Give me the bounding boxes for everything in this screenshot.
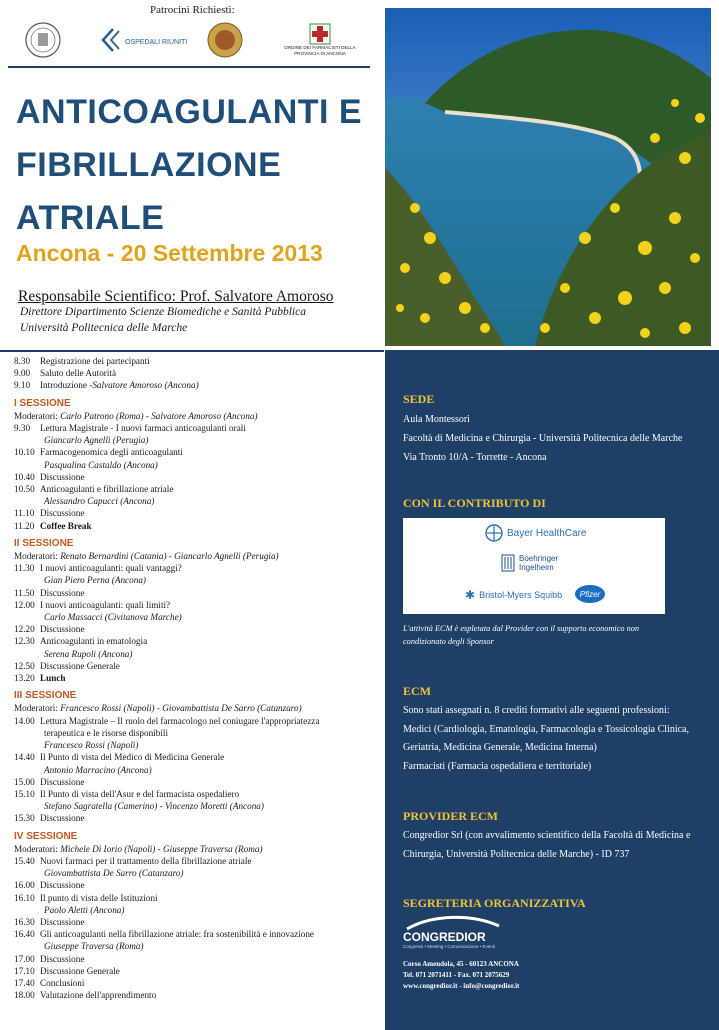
program-time: 15.30 [14,813,35,824]
program-time: 9.30 [14,423,31,434]
sede-line-2: Facoltà di Medicina e Chirurgia - Università Politecnica delle Marche [403,433,683,444]
program-title: I nuovi anticoagulanti: quali limiti? [40,599,171,610]
program-title: Discussione [40,953,85,964]
program-title: Coffee Break [40,520,92,531]
program-title-continued: terapeutica e le risorse disponibili [44,727,168,738]
program-title: Saluto delle Autorità [40,368,117,379]
program-speaker: Antonio Marracino (Ancona) [44,764,152,775]
boehringer-label-2: Ingelheim [519,563,554,572]
program-item [14,660,382,672]
program-item [14,812,382,824]
program-time: 10.50 [14,484,35,495]
responsabile-university: Università Politecnica delle Marche [20,322,188,334]
sponsor-box [403,518,665,614]
program-title: Lettura Magistrale - I nuovi farmaci anticoagulanti orali [40,423,246,434]
program-title: Discussione [40,916,85,927]
session-moderators [14,702,382,714]
header-rule [8,66,370,68]
program-title: Discussione Generale [40,965,120,976]
ecm-line-3: Geriatria, Medicina Generale, Medicina Interna) [403,742,597,753]
provider-heading: PROVIDER ECM [403,809,498,823]
main-title [16,86,376,245]
pfizer-label: Pfizer [579,589,601,599]
program-time: 17.10 [14,965,35,976]
program-speaker: Alessandro Capucci (Ancona) [44,496,155,507]
bms-sponsor [465,588,562,602]
bayer-sponsor [485,524,586,542]
pfizer-logo [575,585,605,603]
program-title: Registrazione dei partecipanti [40,356,150,366]
boehringer-building-icon [501,554,515,572]
program-item [14,953,382,965]
congredior-swoosh-icon [403,916,503,930]
program-title: Discussione [40,471,85,482]
bms-label: Bristol-Myers Squibb [479,590,563,600]
program-speaker: Giuseppe Traversa (Roma) [44,941,144,952]
program-time: 16.00 [14,880,35,891]
patrocini-label: Patrocini Richiesti: [150,4,235,16]
moderators-names: Carlo Patrono (Roma) - Salvatore Amoroso (Ancona) [60,410,258,421]
university-seal-logo [22,22,64,58]
program-speaker: Carlo Massacci (Civitanova Marche) [44,612,182,623]
ecm-note-line-1: L'attività ECM è espletata dal Provider con il supporto economico non [403,624,640,633]
program-item [14,635,382,647]
session-heading: I SESSIONE [14,397,71,409]
program-time: 14.40 [14,752,35,763]
program-title: Discussione [40,880,85,891]
ordine-farmacisti-logo [278,22,362,58]
program-item [14,483,382,495]
program-speaker: Salvatore Amoroso (Ancona) [92,380,199,391]
program-title: Il Punto di vista dell'Asur e del farmacista ospedaliero [40,788,240,799]
program-title: I nuovi anticoagulanti: quali vantaggi? [40,563,182,574]
program-speaker: Serena Rupoli (Ancona) [44,648,133,659]
program-time: 8.30 [14,356,31,366]
program-item [14,623,382,635]
sede-line-3: Via Tronto 10/A - Torrette - Ancona [403,452,547,463]
congredior-brand: CONGREDIOR [403,930,486,944]
ospedali-riuniti-text: OSPEDALI RIUNITI [125,39,188,46]
segreteria-web: www.congredior.it - info@congredior.it [403,982,520,990]
program-title: Discussione [40,776,85,787]
program-time: 10.40 [14,471,35,482]
program-schedule [14,355,382,1001]
ecm-line-4: Farmacisti (Farmacia ospedaliera e territoriale) [403,761,592,772]
program-speaker: Stefano Sagratella (Camerino) - Vincenzo Moretti (Ancona) [44,801,264,812]
program-title: Il Punto di vista del Medico di Medicina Generale [40,752,225,763]
program-item [14,355,382,367]
program-item [14,715,382,727]
program-item [14,587,382,599]
congredior-tagline: Congressi • Meeting • Comunicazione • Eventi [403,944,496,949]
program-time: 11.50 [14,587,35,598]
program-title: Il punto di vista delle Istituzioni [40,892,158,903]
program-time: 9.00 [14,368,31,379]
program-title: Lunch [40,673,66,684]
program-item [14,672,382,684]
program-time: 11.10 [14,508,35,519]
program-item [14,367,382,379]
program-title: Gli anticoagulanti nella fibrillazione atriale: fra sostenibilità e innovazione [40,929,314,940]
info-panel [385,350,719,1030]
program-title: Discussione [40,587,85,598]
program-item [14,520,382,532]
program-time: 11.30 [14,563,35,574]
session-moderators [14,550,382,562]
program-speaker: Francesco Rossi (Napoli) [44,740,139,751]
program-item [14,562,382,574]
program-title: Farmacogenomica degli anticoagulanti [40,447,183,458]
bms-star-icon: ✱ [465,588,476,602]
program-title: Anticoagulanti e fibrillazione atriale [40,484,174,495]
ecm-line-2: Medici (Cardiologia, Ematologia, Farmacologia e Tossicologia Clinica, [403,724,689,735]
moderators-label: Moderatori: [14,410,61,421]
program-item [14,879,382,891]
program-item [14,916,382,928]
moderators-names: Michele Di Iorio (Napoli) - Giuseppe Traversa (Roma) [60,843,263,854]
program-speaker: Paolo Aletti (Ancona) [44,904,125,915]
title-line-2: FIBRILLAZIONE [16,146,282,184]
title-line-1: ANTICOAGULANTI E [16,93,363,131]
program-item [14,599,382,611]
session-heading: IV SESSIONE [14,830,78,842]
session-heading: III SESSIONE [14,690,77,702]
program-time: 10.10 [14,447,35,458]
sede-line-1: Aula Montessori [403,414,470,425]
program-title: Introduzione - [40,380,93,391]
provider-line-1: Congredior Srl (con avvalimento scientifico della Facoltà di Medicina e [403,830,691,841]
boehringer-sponsor [501,554,558,572]
program-time: 17.40 [14,977,35,988]
session-moderators [14,843,382,855]
program-item [14,977,382,989]
boehringer-label-1: Boehringer [519,554,559,563]
program-time: 11.20 [14,520,35,531]
moderators-names: Renato Bernardini (Catania) - Giancarlo Agnelli (Perugia) [60,551,279,562]
program-time: 9.10 [14,380,31,391]
session-moderators [14,410,382,422]
program-title: Conclusioni [40,977,85,988]
ordine-farmacisti-text: ORDINE DEI FARMACISTI DELLA PROVINCIA DI ANCONA [284,45,356,56]
program-item [14,788,382,800]
bayer-cross-icon [485,524,503,542]
program-title: Lettura Magistrale – Il ruolo del farmacologo nel coniugare l'appropriatezza [40,715,320,726]
program-speaker: Pasqualina Castaldo (Ancona) [44,459,158,470]
program-title: Discussione [40,813,85,824]
program-item [14,507,382,519]
contributo-heading: CON IL CONTRIBUTO DI [403,496,546,510]
program-time: 12.30 [14,636,35,647]
responsabile-role: Direttore Dipartimento Scienze Biomediche e Sanità Pubblica [20,306,306,318]
program-item [14,446,382,458]
provider-line-2: Chirurgia, Università Politecnica delle Marche) - ID 737 [403,849,630,860]
program-speaker: Giancarlo Agnelli (Perugia) [44,435,149,446]
program-time: 16.10 [14,892,35,903]
coastline-photo [385,8,711,346]
program-time: 12.20 [14,624,35,635]
program-time: 15.10 [14,788,35,799]
program-time: 16.30 [14,916,35,927]
program-item [14,989,382,1001]
program-time: 13.20 [14,673,35,684]
program-title: Discussione [40,508,85,519]
program-title: Anticoagulanti in ematologia [40,636,148,647]
moderators-names: Francesco Rossi (Napoli) - Giovambattista De Sarro (Catanzaro) [60,703,302,714]
ecm-line-1: Sono stati assegnati n. 8 crediti formativi alle seguenti professioni: [403,705,670,716]
ecm-heading: ECM [403,684,431,698]
segreteria-phone: Tel. 071 2071411 - Fax. 071 2075629 [403,971,510,979]
program-title: Valutazione dell'apprendimento [40,990,157,1001]
session-heading: II SESSIONE [14,537,74,549]
responsabile-scientifico: Responsabile Scientifico: Prof. Salvatore Amoroso [18,288,334,305]
ecm-note-line-2: condizionato degli Sponsor [403,637,494,646]
title-line-3: ATRIALE [16,199,165,237]
sede-heading: SEDE [403,392,435,406]
program-title: Discussione Generale [40,660,120,671]
program-time: 18.00 [14,990,35,1001]
program-item [14,928,382,940]
regional-emblem-logo [205,22,245,58]
moderators-label: Moderatori: [14,843,61,854]
program-item [14,471,382,483]
program-item [14,776,382,788]
program-item [14,892,382,904]
program-time: 14.00 [14,715,35,726]
program-item [14,751,382,763]
program-item [14,422,382,434]
program-item [14,379,382,391]
program-title: Nuovi farmaci per il trattamento della fibrillazione atriale [40,855,252,866]
program-item [14,965,382,977]
program-time: 17.00 [14,953,35,964]
segreteria-heading: SEGRETERIA ORGANIZZATIVA [403,896,586,910]
program-speaker: Giovambattista De Sarro (Catanzaro) [44,868,184,879]
bayer-label: Bayer HealthCare [507,527,587,539]
program-time: 15.40 [14,855,35,866]
program-time: 15.00 [14,776,35,787]
program-time: 16.40 [14,929,35,940]
event-date: Ancona - 20 Settembre 2013 [16,240,323,266]
moderators-label: Moderatori: [14,551,61,562]
moderators-label: Moderatori: [14,703,61,714]
segreteria-address: Corso Amendola, 45 - 60123 ANCONA [403,960,519,968]
program-title: Discussione [40,624,85,635]
congredior-logo [403,916,513,949]
program-rule [0,350,384,352]
program-time: 12.00 [14,599,35,610]
program-speaker: Gian Piero Perna (Ancona) [44,575,146,586]
ospedali-riuniti-logo [100,22,188,58]
program-time: 12.50 [14,660,35,671]
program-item [14,855,382,867]
